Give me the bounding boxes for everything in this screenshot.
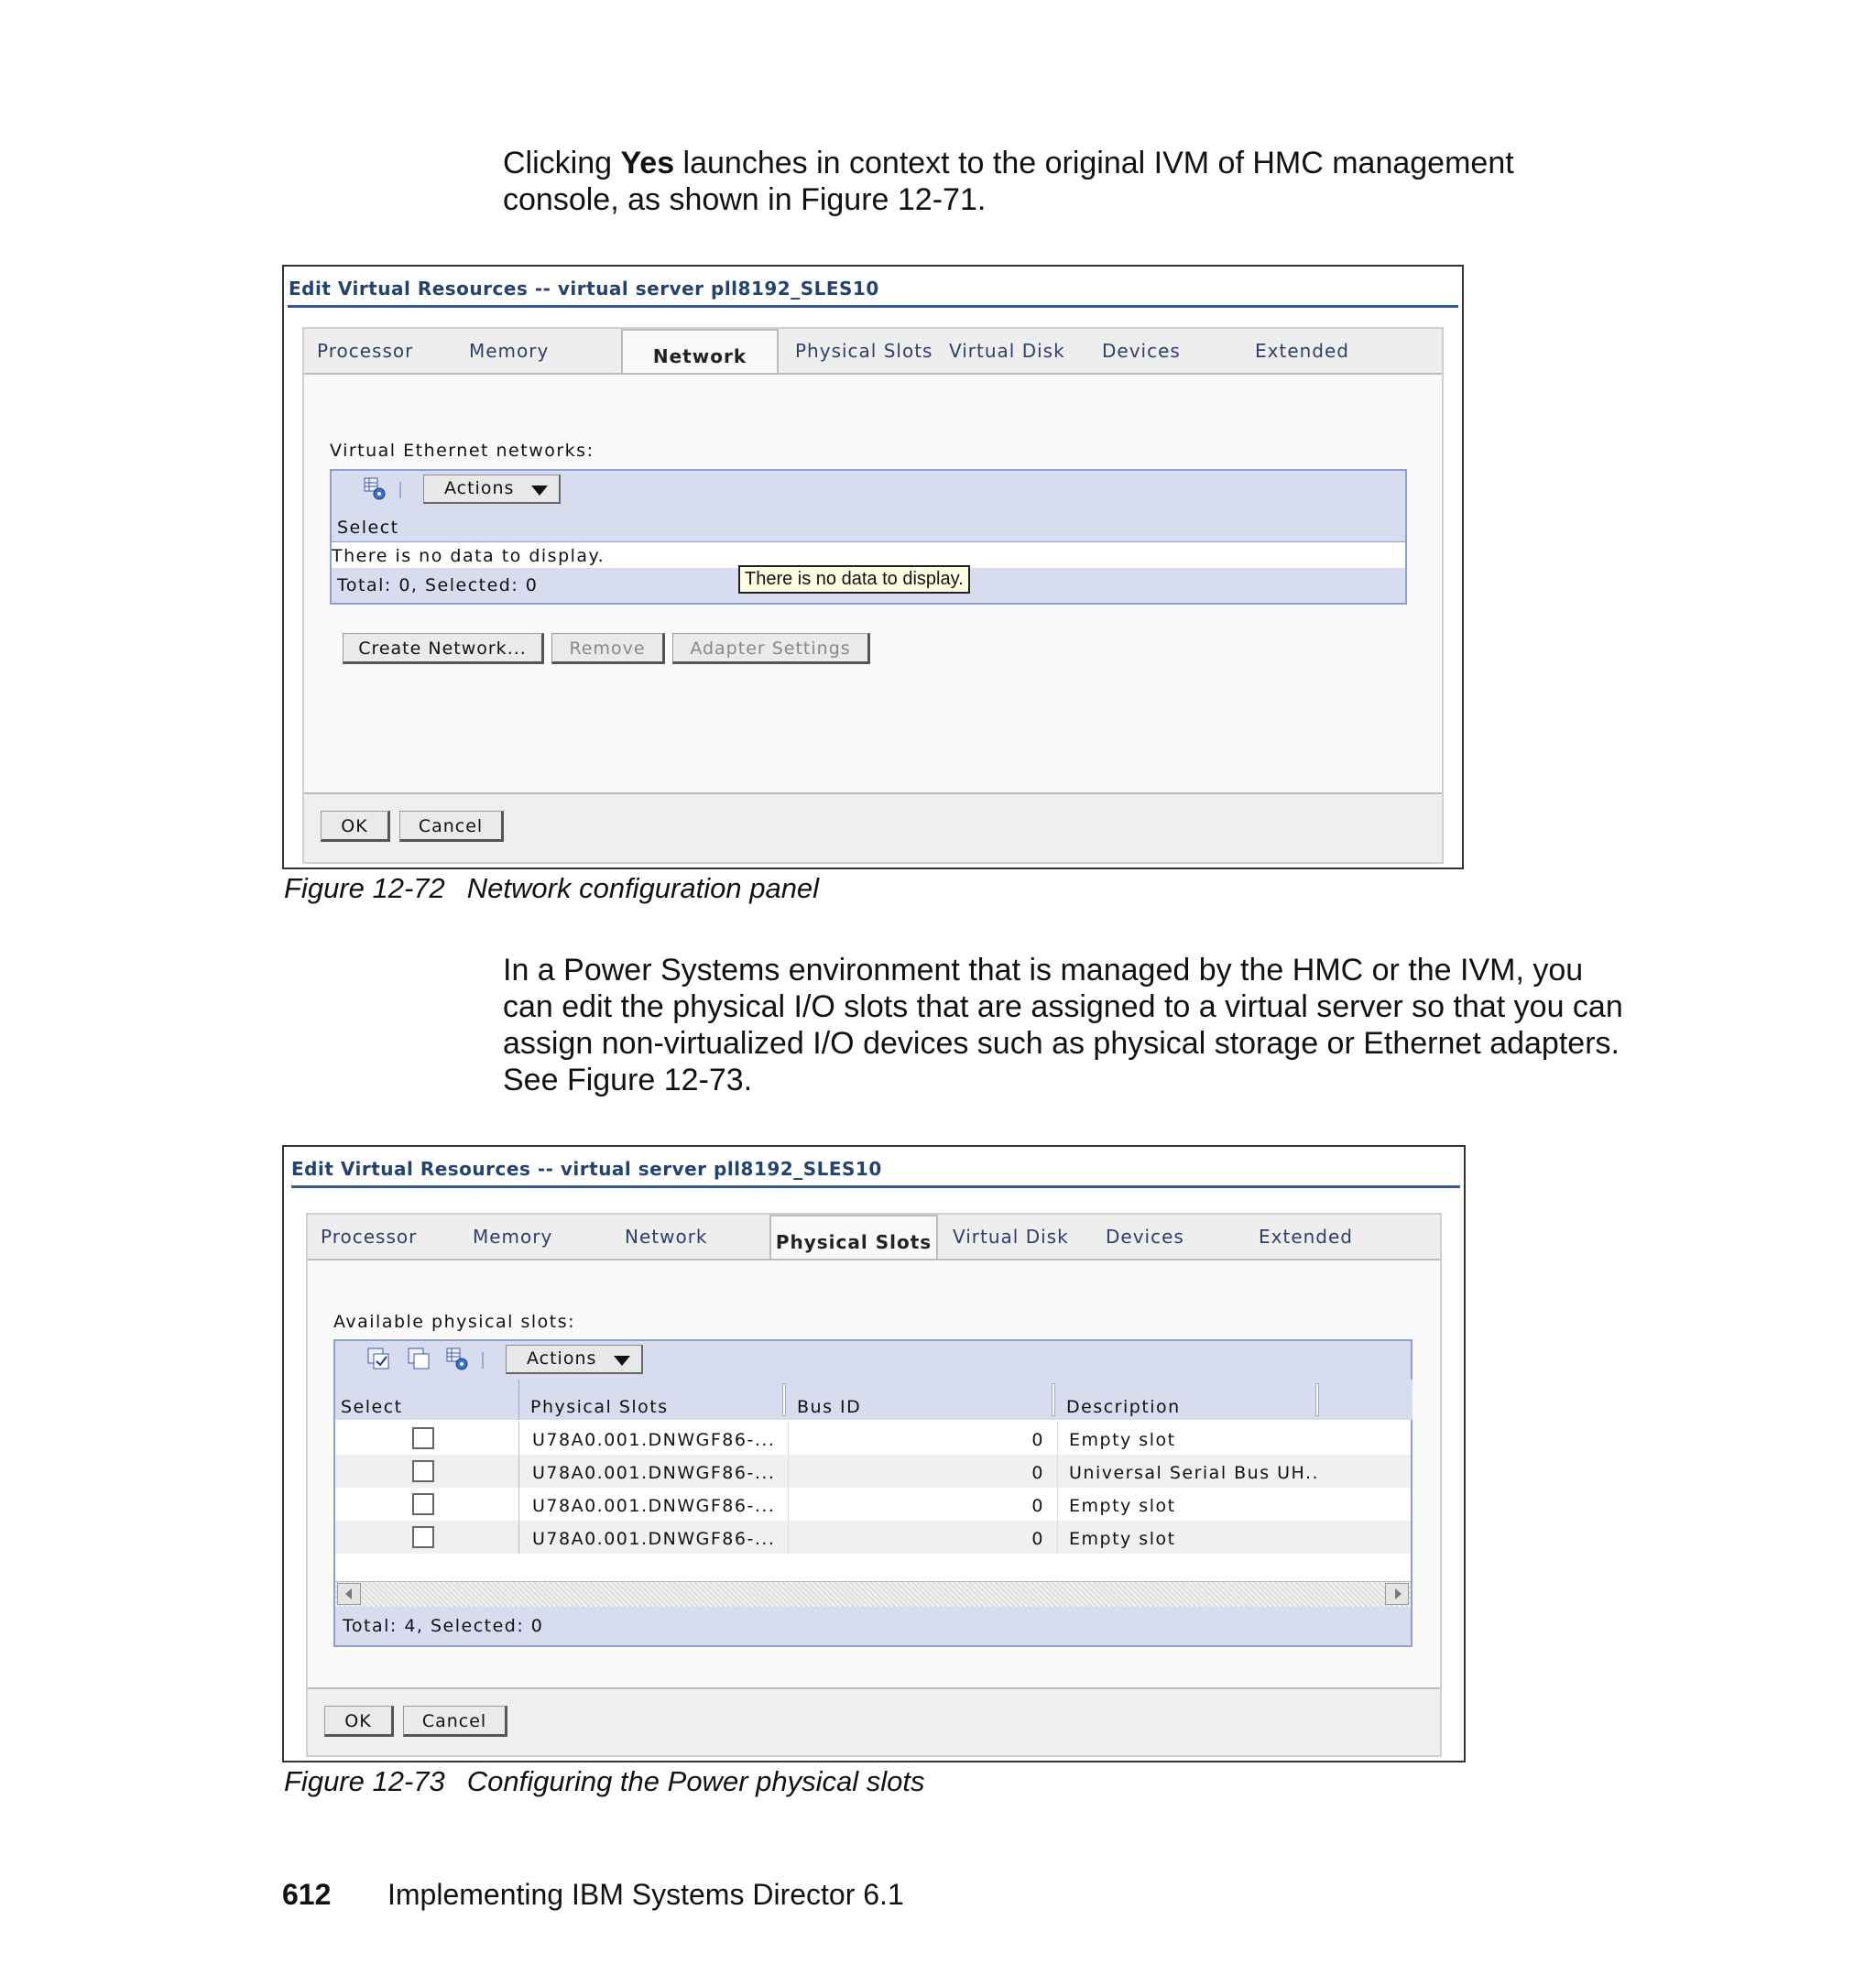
ok-button[interactable]: OK	[321, 811, 390, 842]
tab-extended[interactable]: Extended	[1259, 1226, 1353, 1248]
network-config-screenshot	[282, 265, 1464, 869]
figure-number: Figure 12-72	[284, 872, 445, 904]
slot-cell: U78A0.001.DNWGF86-...	[518, 1455, 786, 1488]
column-header-physical-slots[interactable]: Physical Slots	[518, 1380, 788, 1420]
row-checkbox[interactable]	[412, 1526, 434, 1548]
column-resize-handle[interactable]	[1052, 1383, 1055, 1416]
tab-physical-slots[interactable]: Physical Slots	[795, 340, 933, 362]
page-footer	[282, 1878, 904, 1912]
tab-processor[interactable]: Processor	[317, 340, 414, 362]
section-label: Available physical slots:	[333, 1312, 576, 1332]
table-settings-icon[interactable]	[363, 476, 388, 502]
figure-number: Figure 12-73	[284, 1765, 445, 1797]
section-label: Virtual Ethernet networks:	[330, 441, 594, 461]
tab-memory[interactable]: Memory	[469, 340, 550, 362]
description-cell: Empty slot	[1057, 1521, 1323, 1554]
body-paragraph: In a Power Systems environment that is managed by the HMC or the IVM, you can edit the physical I/O slots that are assigned to a virtual server so that you can assign non-virtualized I/O devices such as physical storage or Ethernet adapters. See Figure 12-73.	[503, 953, 1623, 1097]
bus-id-cell: 0	[788, 1455, 1057, 1488]
chevron-down-icon	[614, 1356, 630, 1366]
toolbar-separator	[482, 1352, 484, 1369]
bus-id-cell: 0	[788, 1521, 1057, 1554]
toolbar-separator	[399, 482, 401, 498]
actions-dropdown[interactable]	[423, 475, 561, 504]
actions-label: Actions	[444, 478, 515, 498]
dialog-button-bar	[304, 792, 1442, 862]
window-title: Edit Virtual Resources -- virtual server pll8192_SLES10	[291, 1158, 882, 1180]
intro-paragraph: Clicking Yes launches in context to the original IVM of HMC management console, as shown in Figure 12-71.	[503, 146, 1514, 217]
tab-bar	[304, 329, 1442, 375]
column-resize-handle[interactable]	[782, 1383, 786, 1416]
tab-physical-slots[interactable]: Physical Slots	[769, 1215, 938, 1259]
table-toolbar	[335, 1341, 1411, 1380]
figure-caption-text: Configuring the Power physical slots	[466, 1765, 925, 1797]
actions-dropdown[interactable]	[506, 1345, 643, 1374]
table-row	[335, 1488, 1411, 1521]
table-settings-icon[interactable]	[445, 1347, 471, 1372]
physical-slots-table	[333, 1339, 1412, 1647]
row-checkbox[interactable]	[412, 1427, 434, 1449]
dialog-panel	[306, 1213, 1442, 1757]
total-selected-text: Total: 0, Selected: 0	[337, 575, 539, 595]
slot-cell: U78A0.001.DNWGF86-...	[518, 1521, 786, 1554]
bus-id-cell: 0	[788, 1422, 1057, 1455]
tab-network[interactable]: Network	[621, 329, 779, 373]
description-cell: Empty slot	[1057, 1488, 1323, 1521]
tab-network[interactable]: Network	[625, 1226, 708, 1248]
actions-label: Actions	[527, 1348, 597, 1369]
window-title: Edit Virtual Resources -- virtual server pll8192_SLES10	[289, 278, 879, 300]
tab-memory[interactable]: Memory	[473, 1226, 553, 1248]
create-network-button[interactable]: Create Network...	[343, 633, 544, 664]
figure-caption	[284, 1765, 924, 1798]
total-selected-text: Total: 4, Selected: 0	[343, 1616, 544, 1636]
remove-button[interactable]: Remove	[551, 633, 665, 664]
table-row	[335, 1521, 1411, 1554]
physical-slots-screenshot	[282, 1145, 1466, 1762]
table-toolbar	[332, 471, 1405, 509]
cancel-button[interactable]: Cancel	[403, 1706, 507, 1737]
ok-button[interactable]: OK	[324, 1706, 394, 1737]
title-rule	[291, 1185, 1460, 1188]
chevron-down-icon	[531, 486, 548, 496]
select-all-icon[interactable]	[366, 1347, 392, 1372]
horizontal-scrollbar[interactable]	[335, 1581, 1411, 1609]
slot-cell: U78A0.001.DNWGF86-...	[518, 1488, 786, 1521]
scroll-left-icon[interactable]	[337, 1583, 361, 1605]
title-rule	[288, 305, 1458, 308]
row-checkbox[interactable]	[412, 1493, 434, 1515]
column-header-select: Select	[335, 1380, 518, 1420]
description-cell: Empty slot	[1057, 1422, 1323, 1455]
description-cell: Universal Serial Bus UH..	[1057, 1455, 1341, 1488]
dialog-panel	[302, 327, 1444, 864]
bus-id-cell: 0	[788, 1488, 1057, 1521]
deselect-all-icon[interactable]	[407, 1347, 432, 1372]
empty-message: There is no data to display.	[332, 546, 605, 566]
column-resize-handle[interactable]	[1315, 1383, 1319, 1416]
table-footer	[335, 1607, 1411, 1645]
page-number: 612	[282, 1878, 332, 1911]
tab-devices[interactable]: Devices	[1106, 1226, 1184, 1248]
figure-caption-text: Network configuration panel	[466, 872, 820, 904]
tab-processor[interactable]: Processor	[321, 1226, 418, 1248]
table-row	[335, 1455, 1411, 1488]
row-checkbox[interactable]	[412, 1460, 434, 1482]
adapter-settings-button[interactable]: Adapter Settings	[672, 633, 870, 664]
column-header-description[interactable]: Description	[1057, 1380, 1412, 1420]
book-title: Implementing IBM Systems Director 6.1	[387, 1878, 904, 1911]
figure-caption	[284, 872, 819, 905]
tooltip: There is no data to display.	[738, 565, 970, 594]
tab-bar	[308, 1215, 1440, 1260]
tab-virtual-disk[interactable]: Virtual Disk	[949, 340, 1065, 362]
tab-devices[interactable]: Devices	[1102, 340, 1181, 362]
tab-virtual-disk[interactable]: Virtual Disk	[953, 1226, 1069, 1248]
dialog-button-bar	[308, 1687, 1440, 1755]
column-header-bus-id[interactable]: Bus ID	[788, 1380, 1057, 1420]
table-row	[335, 1422, 1411, 1455]
tab-extended[interactable]: Extended	[1255, 340, 1349, 362]
slot-cell: U78A0.001.DNWGF86-...	[518, 1422, 786, 1455]
scroll-right-icon[interactable]	[1385, 1583, 1409, 1605]
select-column-header: Select	[332, 509, 1405, 542]
cancel-button[interactable]: Cancel	[399, 811, 504, 842]
